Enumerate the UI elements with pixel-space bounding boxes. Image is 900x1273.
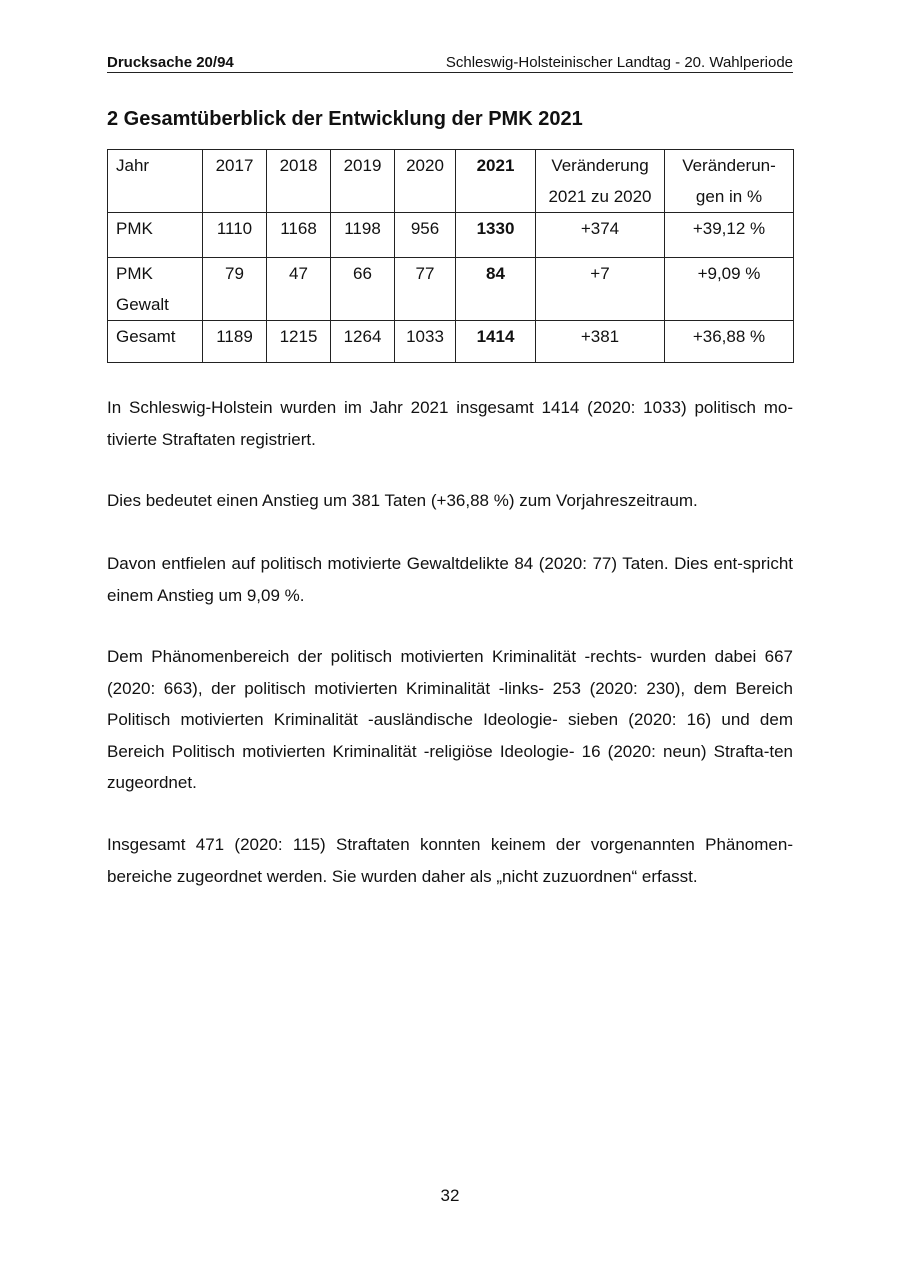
table-cell: 1033 xyxy=(395,321,456,363)
table-row xyxy=(108,213,794,258)
table-cell: 47 xyxy=(267,258,331,321)
table-header-row xyxy=(108,150,794,213)
table-cell: 956 xyxy=(395,213,456,258)
header-cell-2020: 2020 xyxy=(395,150,456,213)
header-cell-2021: 2021 xyxy=(456,150,536,213)
header-cell-change: Veränderung 2021 zu 2020 xyxy=(536,150,665,213)
table-cell: 1168 xyxy=(267,213,331,258)
page-header xyxy=(107,54,793,73)
header-cell-year: Jahr xyxy=(108,150,203,213)
table-cell: +381 xyxy=(536,321,665,363)
table-cell: 1215 xyxy=(267,321,331,363)
table-cell: 1189 xyxy=(203,321,267,363)
table-cell: +39,12 % xyxy=(665,213,794,258)
header-cell-2017: 2017 xyxy=(203,150,267,213)
paragraph-total: In Schleswig-Holstein wurden im Jahr 2021 insgesamt 1414 (2020: 1033) politisch mo-tivierte Straftaten registriert. xyxy=(107,398,793,449)
row-label: Gesamt xyxy=(108,321,203,363)
parliament-title: Schleswig-Holsteinischer Landtag - 20. Wahlperiode xyxy=(445,54,793,71)
table-cell: 1198 xyxy=(331,213,395,258)
table-cell: +9,09 % xyxy=(665,258,794,321)
row-label: PMK Gewalt xyxy=(108,258,203,321)
table-cell: 1330 xyxy=(456,213,536,258)
row-label: PMK xyxy=(108,213,203,258)
table-row xyxy=(108,321,794,363)
paragraph-increase: Dies bedeutet einen Anstieg um 381 Taten (+36,88 %) zum Vorjahreszeitraum. xyxy=(107,491,698,510)
table-cell: 1110 xyxy=(203,213,267,258)
table-cell: 77 xyxy=(395,258,456,321)
table-cell: 84 xyxy=(456,258,536,321)
table-cell: 79 xyxy=(203,258,267,321)
header-cell-2018: 2018 xyxy=(267,150,331,213)
table-row xyxy=(108,258,794,321)
paragraph-unassigned: Insgesamt 471 (2020: 115) Straftaten konnten keinem der vorgenannten Phänomen-bereiche zugeordnet werden. Sie wurden daher als „nicht zuzuordnen“ erfasst. xyxy=(107,835,793,886)
header-cell-2019: 2019 xyxy=(331,150,395,213)
table-cell: 66 xyxy=(331,258,395,321)
paragraph-violence: Davon entfielen auf politisch motivierte Gewaltdelikte 84 (2020: 77) Taten. Dies ent-spricht einem Anstieg um 9,09 %. xyxy=(107,554,793,605)
table-cell: 1414 xyxy=(456,321,536,363)
paragraph-phenomena: Dem Phänomenbereich der politisch motivierten Kriminalität -rechts- wurden dabei 667 (2020: 663), der politisch motivierten Kriminalität -links- 253 (2020: 230), dem Bereich Politisch motivierten Kriminalität -ausländische Ideologie- sieben (2020: 16) und dem Bereich Politisch motivierten Kriminalität -religiöse Ideologie- 16 (2020: neun) Strafta-ten zugeordnet. xyxy=(107,647,793,792)
document-number: Drucksache 20/94 xyxy=(107,54,234,71)
table-cell: +36,88 % xyxy=(665,321,794,363)
table-cell: +7 xyxy=(536,258,665,321)
table-cell: 1264 xyxy=(331,321,395,363)
page-number: 32 xyxy=(440,1186,460,1205)
table-cell: +374 xyxy=(536,213,665,258)
section-title: 2 Gesamtüberblick der Entwicklung der PMK 2021 xyxy=(107,108,583,130)
header-cell-change-percent: Veränderun- gen in % xyxy=(665,150,794,213)
pmk-statistics-table xyxy=(107,149,794,363)
